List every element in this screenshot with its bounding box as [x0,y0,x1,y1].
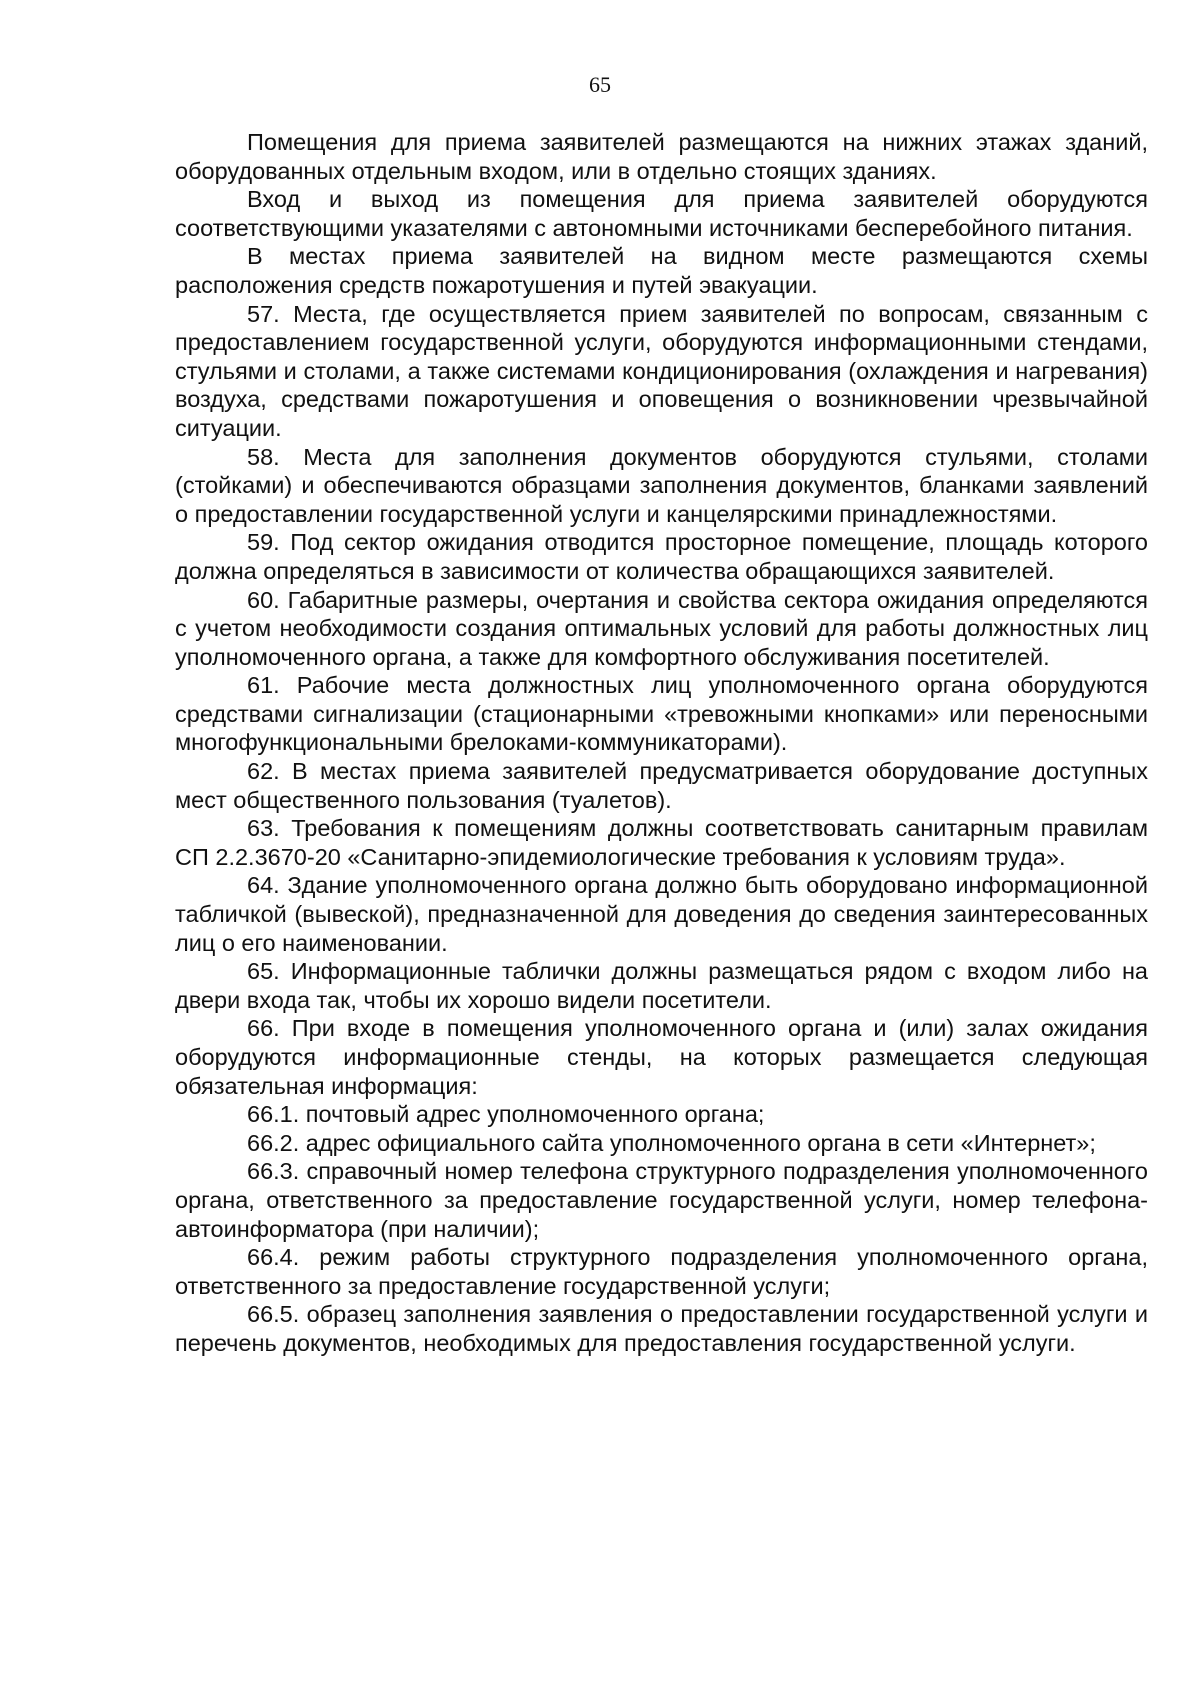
document-body [175,128,1148,1358]
paragraph-66-3: 66.3. справочный номер телефона структурного подразделения уполномоченного органа, ответственного за предоставление государственной услуги, номер телефона-автоинформатора (при наличии); [175,1158,1148,1242]
paragraph-entrance-exit: Вход и выход из помещения для приема заявителей оборудуются соответствующими указателями с автономными источниками бесперебойного питания. [175,186,1148,241]
paragraph-64: 64. Здание уполномоченного органа должно быть оборудовано информационной табличкой (вывеской), предназначенной для доведения до сведения заинтересованных лиц о его наименовании. [175,872,1148,956]
paragraph-63: 63. Требования к помещениям должны соответствовать санитарным правилам СП 2.2.3670-20 «Санитарно-эпидемиологические требования к условиям труда». [175,815,1148,870]
paragraph-premises-location: Помещения для приема заявителей размещаются на нижних этажах зданий, оборудованных отдельным входом, или в отдельно стоящих зданиях. [175,129,1148,184]
paragraph-58: 58. Места для заполнения документов оборудуются стульями, столами (стойками) и обеспечиваются образцами заполнения документов, бланками заявлений о предоставлении государственной услуги и канцелярскими принадлежностями. [175,443,1148,527]
page-number: 65 [589,72,611,97]
paragraph-65: 65. Информационные таблички должны размещаться рядом с входом либо на двери входа так, чтобы их хорошо видели посетители. [175,958,1148,1013]
paragraph-61: 61. Рабочие места должностных лиц уполномоченного органа оборудуются средствами сигнализации (стационарными «тревожными кнопками» или переносными многофункциональными брелоками-коммуникаторами). [175,672,1148,756]
paragraph-59: 59. Под сектор ожидания отводится просторное помещение, площадь которого должна определяться в зависимости от количества обращающихся заявителей. [175,529,1148,584]
paragraph-66: 66. При входе в помещения уполномоченного органа и (или) залах ожидания оборудуются информационные стенды, на которых размещается следующая обязательная информация: [175,1015,1148,1099]
paragraph-57: 57. Места, где осуществляется прием заявителей по вопросам, связанным с предоставлением государственной услуги, оборудуются информационными стендами, стульями и столами, а также системами кондиционирования (охлаждения и нагревания) воздуха, средствами пожаротушения и оповещения о возникновении чрезвычайной ситуации. [175,300,1148,441]
paragraph-66-1: 66.1. почтовый адрес уполномоченного органа; [247,1101,765,1128]
paragraph-66-4: 66.4. режим работы структурного подразделения уполномоченного органа, ответственного за предоставление государственной услуги; [175,1244,1148,1299]
paragraph-60: 60. Габаритные размеры, очертания и свойства сектора ожидания определяются с учетом необходимости создания оптимальных условий для работы должностных лиц уполномоченного органа, а также для комфортного обслуживания посетителей. [175,586,1148,670]
paragraph-66-5: 66.5. образец заполнения заявления о предоставлении государственной услуги и перечень документов, необходимых для предоставления государственной услуги. [175,1301,1148,1356]
paragraph-66-2: 66.2. адрес официального сайта уполномоченного органа в сети «Интернет»; [247,1129,1096,1156]
paragraph-62: 62. В местах приема заявителей предусматривается оборудование доступных мест общественного пользования (туалетов). [175,758,1148,813]
paragraph-evacuation-schemes: В местах приема заявителей на видном месте размещаются схемы расположения средств пожаротушения и путей эвакуации. [175,243,1148,298]
